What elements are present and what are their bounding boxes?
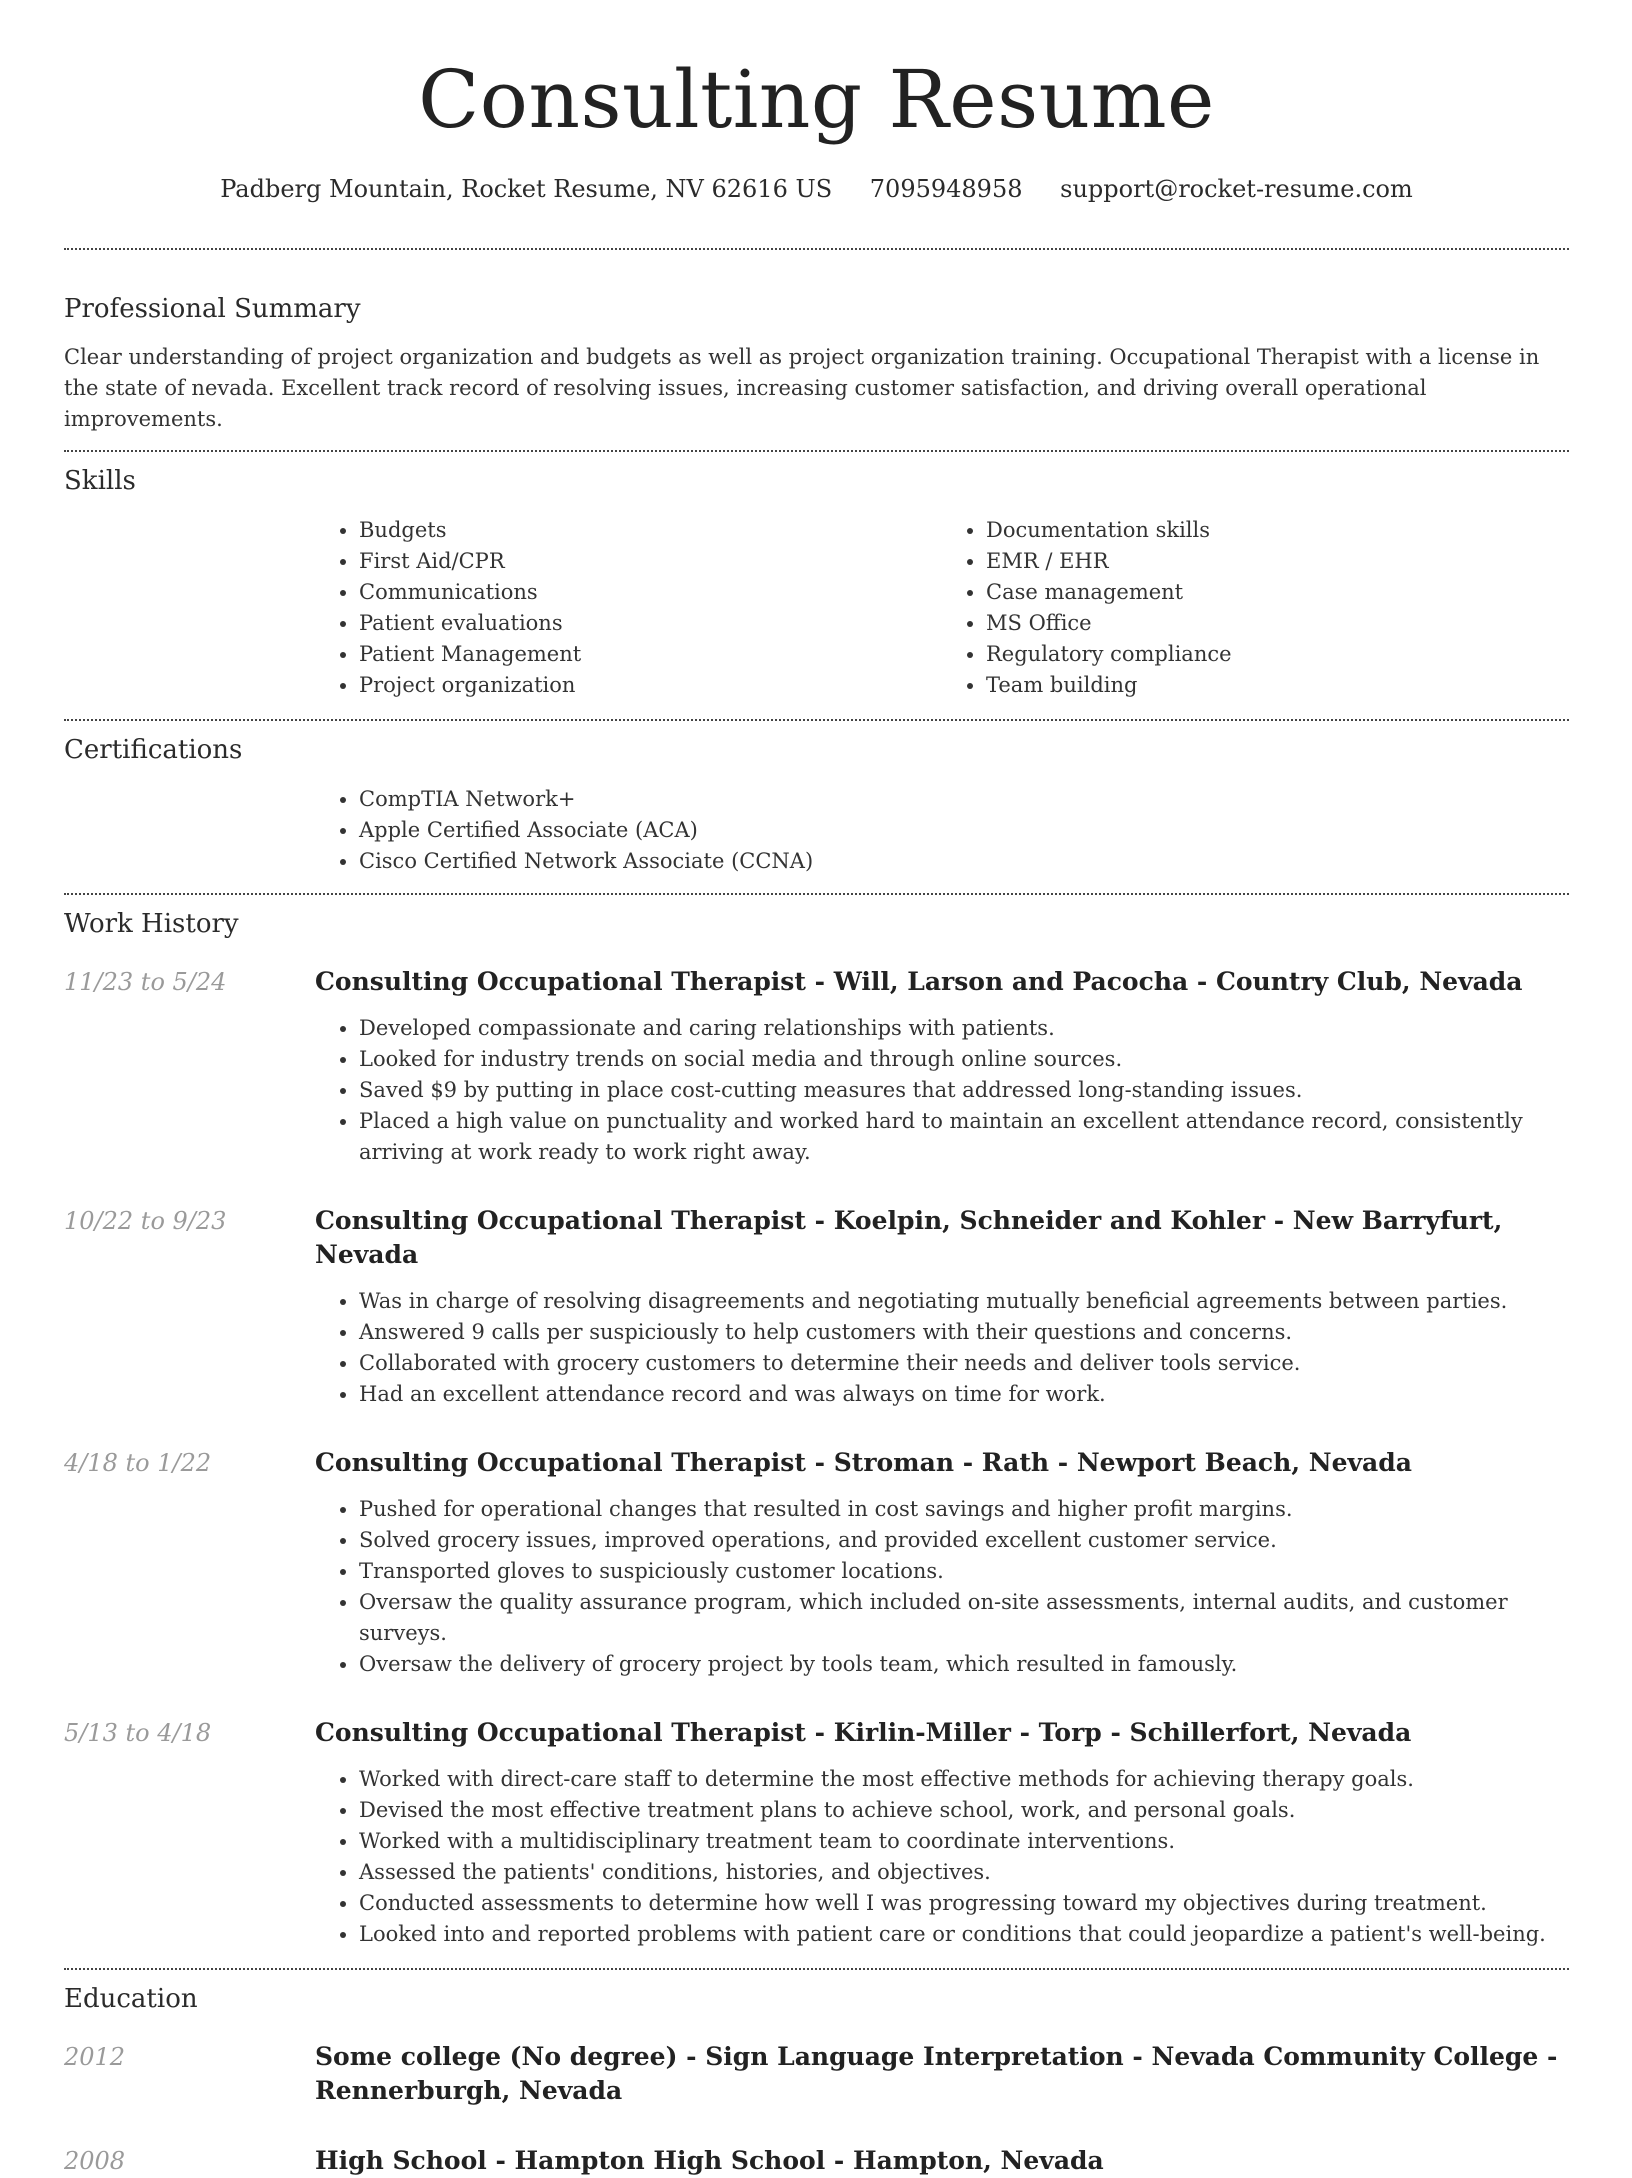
work-section [64,907,1569,1950]
education-section [64,1982,1569,2178]
education-entry [64,2040,1569,2108]
education-date: 2008 [64,2147,126,2175]
skill-item: • EMR / EHR [986,546,1569,577]
contact-address: Padberg Mountain, Rocket Resume, NV 62616 US [220,175,833,203]
job-heading: Consulting Occupational Therapist - Kirlin-Miller - Torp - Schillerfort, Nevada [315,1718,1412,1747]
job-bullet: • Placed a high value on punctuality and worked hard to maintain an excellent attendance record, consistently arriving at work ready to work right away. [359,1106,1569,1168]
job-bullet: • Looked into and reported problems with patient care or conditions that could jeopardize a patient's well-being. [359,1919,1569,1950]
job-date: 10/22 to 9/23 [64,1207,227,1235]
job-date: 5/13 to 4/18 [64,1719,212,1747]
job-bullet: • Transported gloves to suspiciously customer locations. [359,1556,1569,1587]
job-bullet: • Assessed the patients' conditions, histories, and objectives. [359,1857,1569,1888]
work-heading: Work History [64,909,239,939]
divider [64,1968,1569,1970]
certification-item: • CompTIA Network+ [359,784,1569,815]
certifications-list [315,784,1569,877]
contact-phone: 7095948958 [869,175,1023,203]
divider [64,450,1569,452]
skills-heading: Skills [64,466,136,496]
job-heading: Consulting Occupational Therapist - Will, Larson and Pacocha - Country Club, Nevada [315,967,1523,996]
job-bullet: • Pushed for operational changes that resulted in cost savings and higher profit margins. [359,1494,1569,1525]
skills-list-left [315,515,942,701]
skill-item: • Patient Management [359,639,942,670]
job-bullets [315,1764,1569,1950]
job-heading: Consulting Occupational Therapist - Stroman - Rath - Newport Beach, Nevada [315,1448,1412,1477]
skill-item: • Regulatory compliance [986,639,1569,670]
job-heading: Consulting Occupational Therapist - Koelpin, Schneider and Kohler - New Barryfurt, Nevada [315,1206,1503,1269]
job-bullet: • Had an excellent attendance record and was always on time for work. [359,1379,1569,1410]
skill-item: • First Aid/CPR [359,546,942,577]
certification-item: • Cisco Certified Network Associate (CCNA) [359,846,1569,877]
job-bullet: • Conducted assessments to determine how well I was progressing toward my objectives during treatment. [359,1888,1569,1919]
skill-item: • Case management [986,577,1569,608]
job-bullet: • Worked with a multidisciplinary treatment team to coordinate interventions. [359,1826,1569,1857]
skill-item: • Documentation skills [986,515,1569,546]
skill-item: • Budgets [359,515,942,546]
job-entry [64,1446,1569,1680]
education-heading: Education [64,1984,198,2014]
divider [64,719,1569,721]
job-bullet: • Devised the most effective treatment plans to achieve school, work, and personal goals. [359,1795,1569,1826]
job-bullet: • Was in charge of resolving disagreements and negotiating mutually beneficial agreements between parties. [359,1286,1569,1317]
education-heading-line: High School - Hampton High School - Hampton, Nevada [315,2146,1104,2175]
divider [64,248,1569,250]
summary-section [64,292,1569,435]
education-entry [64,2144,1569,2178]
education-heading-line: Some college (No degree) - Sign Language Interpretation - Nevada Community College - Rennerburgh, Nevada [315,2042,1558,2105]
job-bullet: • Worked with direct-care staff to determine the most effective methods for achieving therapy goals. [359,1764,1569,1795]
job-bullets [315,1013,1569,1168]
job-entry [64,1716,1569,1950]
contact-email: support@rocket-resume.com [1060,175,1413,203]
job-entry [64,965,1569,1168]
skills-list-right [942,515,1569,701]
resume-page [64,0,1569,2178]
job-bullet: • Developed compassionate and caring relationships with patients. [359,1013,1569,1044]
skill-item: • Patient evaluations [359,608,942,639]
summary-heading: Professional Summary [64,294,361,324]
resume-title: Consulting Resume [418,53,1215,146]
certifications-heading: Certifications [64,735,243,765]
job-bullets [315,1494,1569,1680]
skills-columns [315,515,1569,701]
job-date: 11/23 to 5/24 [64,968,227,996]
skill-item: • Team building [986,670,1569,701]
contact-line [64,172,1569,206]
summary-text: Clear understanding of project organization and budgets as well as project organization training. Occupational Therapist with a license in the state of nevada. Excellent track record of resolving issues, increasing customer satisfaction, and driving overall operational improvements. [64,345,1540,431]
education-date: 2012 [64,2043,126,2071]
divider [64,893,1569,895]
skills-section [64,464,1569,701]
job-date: 4/18 to 1/22 [64,1449,212,1477]
skill-item: • MS Office [986,608,1569,639]
job-bullet: • Oversaw the quality assurance program, which included on-site assessments, internal audits, and customer surveys. [359,1587,1569,1649]
job-bullets [315,1286,1569,1410]
job-bullet: • Oversaw the delivery of grocery project by tools team, which resulted in famously. [359,1649,1569,1680]
skill-item: • Communications [359,577,942,608]
certification-item: • Apple Certified Associate (ACA) [359,815,1569,846]
job-bullet: • Collaborated with grocery customers to determine their needs and deliver tools service. [359,1348,1569,1379]
certifications-section [64,733,1569,877]
job-bullet: • Solved grocery issues, improved operations, and provided excellent customer service. [359,1525,1569,1556]
job-bullet: • Answered 9 calls per suspiciously to help customers with their questions and concerns. [359,1317,1569,1348]
job-bullet: • Looked for industry trends on social media and through online sources. [359,1044,1569,1075]
skill-item: • Project organization [359,670,942,701]
job-entry [64,1204,1569,1410]
job-bullet: • Saved $9 by putting in place cost-cutting measures that addressed long-standing issues. [359,1075,1569,1106]
